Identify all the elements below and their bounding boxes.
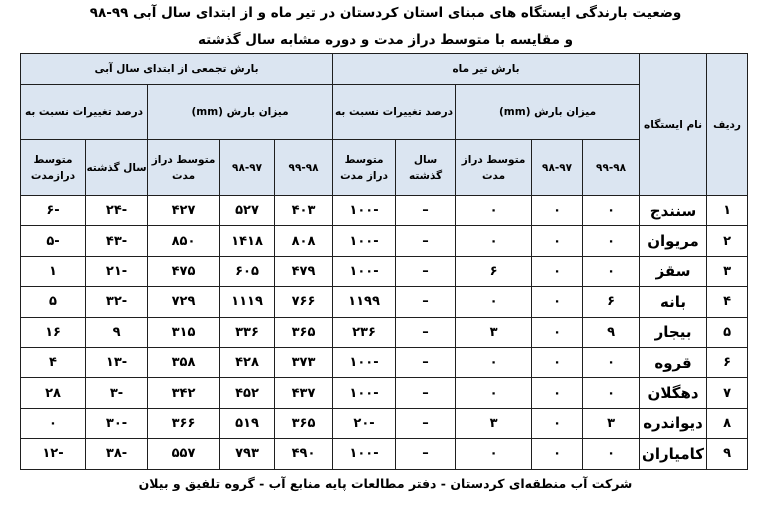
cum-long-term-avg-cell: ۸۵۰ [148, 226, 220, 256]
month-change-last-year-cell: – [396, 378, 456, 408]
header-month-group: بارش تیر ماه [333, 54, 640, 85]
cum-97-98-cell: ۶۰۵ [220, 256, 275, 286]
month-long-term-avg-cell: ۳ [456, 317, 532, 347]
header-month-long-term-pct: متوسط دراز مدت [333, 140, 396, 196]
month-change-long-term-cell: -۱۰۰ [333, 256, 396, 286]
month-change-long-term-cell: -۱۰۰ [333, 226, 396, 256]
month-change-long-term-cell: -۱۰۰ [333, 196, 396, 226]
station-cell: سقز [640, 256, 707, 286]
month-long-term-avg-cell: ۰ [456, 439, 532, 469]
header-cumulative-group: بارش تجمعی از ابتدای سال آبی [21, 54, 333, 85]
rank-cell: ۶ [707, 347, 748, 377]
cum-change-last-year-cell: -۴۳ [86, 226, 148, 256]
month-change-long-term-cell: ۲۳۶ [333, 317, 396, 347]
cum-change-long-term-cell: -۱۲ [21, 439, 86, 469]
month-change-long-term-cell: -۲۰ [333, 408, 396, 438]
cum-long-term-avg-cell: ۴۷۵ [148, 256, 220, 286]
month-97-98-cell: ۰ [532, 317, 583, 347]
rank-cell: ۹ [707, 439, 748, 469]
month-97-98-cell: ۰ [532, 256, 583, 286]
month-change-long-term-cell: ۱۱۹۹ [333, 287, 396, 317]
header-month-amount: میزان بارش (mm) [456, 85, 640, 140]
month-change-last-year-cell: – [396, 317, 456, 347]
cum-change-long-term-cell: ۴ [21, 347, 86, 377]
footer-source: شرکت آب منطقه‌ای کردستان - دفتر مطالعات پایه منابع آب - گروه تلفیق و بیلان [138, 476, 633, 491]
cum-97-98-cell: ۵۱۹ [220, 408, 275, 438]
header-cum-amount: میزان بارش (mm) [148, 85, 333, 140]
station-cell: بیجار [640, 317, 707, 347]
month-98-99-cell: ۰ [583, 378, 640, 408]
month-98-99-cell: ۰ [583, 196, 640, 226]
document-title-line2: و مقایسه با متوسط دراز مدت و دوره مشابه سال گذشته [197, 32, 574, 48]
table-row [21, 378, 748, 408]
table-row [21, 408, 748, 438]
month-97-98-cell: ۰ [532, 439, 583, 469]
table-row [21, 196, 748, 226]
rank-cell: ۷ [707, 378, 748, 408]
rainfall-table [20, 53, 748, 470]
header-month-97-98: ۹۸-۹۷ [532, 140, 583, 196]
cum-98-99-cell: ۳۶۵ [275, 408, 333, 438]
cum-change-last-year-cell: -۲۱ [86, 256, 148, 286]
cum-97-98-cell: ۵۲۷ [220, 196, 275, 226]
cum-97-98-cell: ۱۱۱۹ [220, 287, 275, 317]
month-98-99-cell: ۳ [583, 408, 640, 438]
rank-cell: ۵ [707, 317, 748, 347]
cum-change-last-year-cell: -۳۲ [86, 287, 148, 317]
cum-long-term-avg-cell: ۳۴۲ [148, 378, 220, 408]
cum-change-long-term-cell: ۱ [21, 256, 86, 286]
cum-97-98-cell: ۳۳۶ [220, 317, 275, 347]
month-97-98-cell: ۰ [532, 287, 583, 317]
station-cell: دیواندره [640, 408, 707, 438]
station-cell: بانه [640, 287, 707, 317]
month-98-99-cell: ۰ [583, 439, 640, 469]
table-row [21, 256, 748, 286]
cum-change-last-year-cell: -۳ [86, 378, 148, 408]
cum-change-last-year-cell: -۱۳ [86, 347, 148, 377]
month-98-99-cell: ۰ [583, 226, 640, 256]
cum-98-99-cell: ۷۶۶ [275, 287, 333, 317]
month-change-last-year-cell: – [396, 196, 456, 226]
cum-long-term-avg-cell: ۴۲۷ [148, 196, 220, 226]
table-row [21, 226, 748, 256]
month-change-last-year-cell: – [396, 226, 456, 256]
month-long-term-avg-cell: ۰ [456, 347, 532, 377]
month-long-term-avg-cell: ۰ [456, 196, 532, 226]
month-97-98-cell: ۰ [532, 196, 583, 226]
cum-97-98-cell: ۴۵۲ [220, 378, 275, 408]
cum-98-99-cell: ۴۷۹ [275, 256, 333, 286]
month-change-last-year-cell: – [396, 287, 456, 317]
header-month-98-99: ۹۹-۹۸ [583, 140, 640, 196]
cum-change-long-term-cell: ۰ [21, 408, 86, 438]
cum-long-term-avg-cell: ۳۱۵ [148, 317, 220, 347]
header-station: نام ایستگاه [640, 54, 707, 196]
cum-98-99-cell: ۴۹۰ [275, 439, 333, 469]
cum-change-last-year-cell: ۹ [86, 317, 148, 347]
month-97-98-cell: ۰ [532, 408, 583, 438]
cum-98-99-cell: ۴۰۳ [275, 196, 333, 226]
cum-97-98-cell: ۴۲۸ [220, 347, 275, 377]
station-cell: قروه [640, 347, 707, 377]
month-long-term-avg-cell: ۰ [456, 378, 532, 408]
cum-long-term-avg-cell: ۳۶۶ [148, 408, 220, 438]
cum-change-long-term-cell: ۱۶ [21, 317, 86, 347]
month-97-98-cell: ۰ [532, 378, 583, 408]
header-rank: ردیف [707, 54, 748, 196]
cum-change-last-year-cell: -۳۸ [86, 439, 148, 469]
header-cum-last-year: سال گذشته [86, 140, 148, 196]
table-row [21, 287, 748, 317]
cum-change-long-term-cell: -۶ [21, 196, 86, 226]
station-cell: سنندج [640, 196, 707, 226]
cum-change-long-term-cell: ۲۸ [21, 378, 86, 408]
header-month-long-term-avg: متوسط دراز مدت [456, 140, 532, 196]
cum-long-term-avg-cell: ۷۲۹ [148, 287, 220, 317]
header-cum-change: درصد تغییرات نسبت به [21, 85, 148, 140]
cum-long-term-avg-cell: ۳۵۸ [148, 347, 220, 377]
table-row [21, 347, 748, 377]
cum-98-99-cell: ۳۷۳ [275, 347, 333, 377]
header-cum-long-term-pct: متوسط درازمدت [21, 140, 86, 196]
header-month-last-year: سال گذشته [396, 140, 456, 196]
rank-cell: ۱ [707, 196, 748, 226]
month-98-99-cell: ۶ [583, 287, 640, 317]
cum-change-long-term-cell: ۵ [21, 287, 86, 317]
month-long-term-avg-cell: ۶ [456, 256, 532, 286]
rank-cell: ۲ [707, 226, 748, 256]
rank-cell: ۸ [707, 408, 748, 438]
cum-long-term-avg-cell: ۵۵۷ [148, 439, 220, 469]
month-97-98-cell: ۰ [532, 226, 583, 256]
header-cum-97-98: ۹۸-۹۷ [220, 140, 275, 196]
month-98-99-cell: ۹ [583, 317, 640, 347]
station-cell: کامیاران [640, 439, 707, 469]
month-long-term-avg-cell: ۰ [456, 287, 532, 317]
cum-change-last-year-cell: -۳۰ [86, 408, 148, 438]
station-cell: دهگلان [640, 378, 707, 408]
table-row [21, 317, 748, 347]
cum-98-99-cell: ۳۶۵ [275, 317, 333, 347]
header-cum-98-99: ۹۹-۹۸ [275, 140, 333, 196]
month-long-term-avg-cell: ۳ [456, 408, 532, 438]
month-change-long-term-cell: -۱۰۰ [333, 439, 396, 469]
document-title-line1: وضعیت بارندگی ایستگاه های مبنای استان کردستان در تیر ماه و از ابتدای سال آبی ۹۹-۹۸ [89, 5, 682, 21]
month-98-99-cell: ۰ [583, 347, 640, 377]
month-long-term-avg-cell: ۰ [456, 226, 532, 256]
station-cell: مریوان [640, 226, 707, 256]
cum-98-99-cell: ۴۳۷ [275, 378, 333, 408]
month-change-last-year-cell: – [396, 408, 456, 438]
month-change-long-term-cell: -۱۰۰ [333, 378, 396, 408]
header-cum-long-term-avg: متوسط دراز مدت [148, 140, 220, 196]
month-change-last-year-cell: – [396, 347, 456, 377]
cum-97-98-cell: ۱۴۱۸ [220, 226, 275, 256]
cum-97-98-cell: ۷۹۳ [220, 439, 275, 469]
month-change-long-term-cell: -۱۰۰ [333, 347, 396, 377]
month-97-98-cell: ۰ [532, 347, 583, 377]
rank-cell: ۳ [707, 256, 748, 286]
month-change-last-year-cell: – [396, 439, 456, 469]
cum-change-last-year-cell: -۲۴ [86, 196, 148, 226]
table-row [21, 439, 748, 469]
cum-change-long-term-cell: -۵ [21, 226, 86, 256]
rank-cell: ۴ [707, 287, 748, 317]
month-change-last-year-cell: – [396, 256, 456, 286]
cum-98-99-cell: ۸۰۸ [275, 226, 333, 256]
header-month-change: درصد تغییرات نسبت به [333, 85, 456, 140]
month-98-99-cell: ۰ [583, 256, 640, 286]
